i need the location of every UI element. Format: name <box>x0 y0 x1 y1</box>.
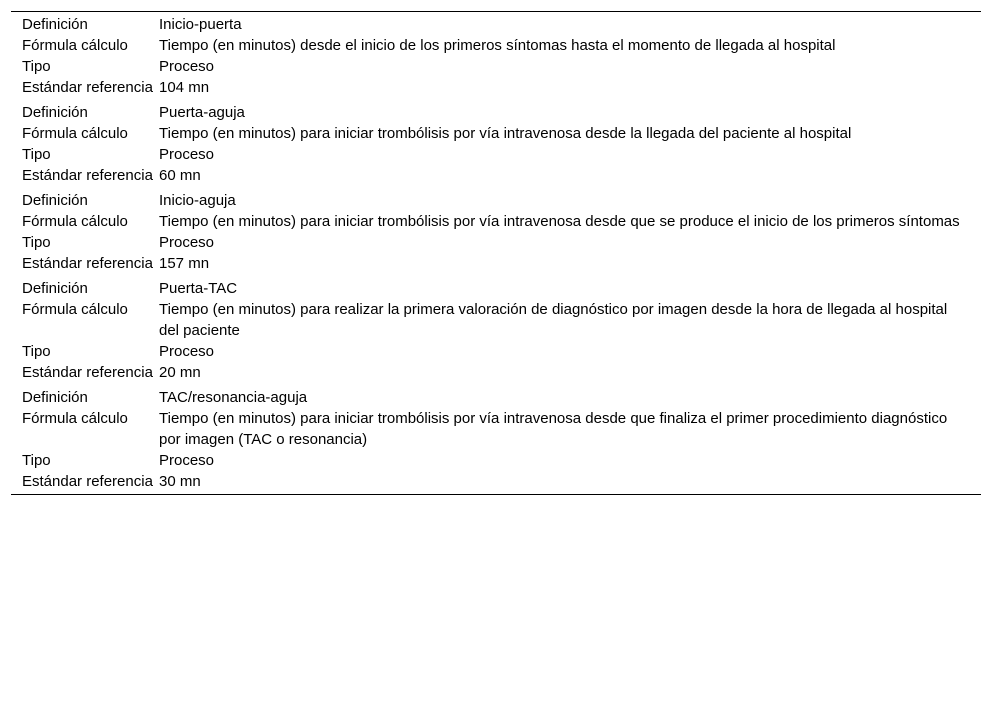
row-tipo <box>11 144 981 165</box>
row-formula <box>11 299 981 341</box>
value-estandar: 60 mn <box>159 167 201 184</box>
row-estandar <box>11 77 981 100</box>
value-formula: Tiempo (en minutos) desde el inicio de los primeros síntomas hasta el momento de llegada al hospital <box>159 37 836 54</box>
row-formula <box>11 211 981 232</box>
value-tipo: Proceso <box>159 146 215 163</box>
row-definicion <box>11 188 981 211</box>
row-definicion <box>11 385 981 408</box>
value-formula: Tiempo (en minutos) para realizar la primera valoración de diagnóstico por imagen desde la hora de llegada al hospital del paciente <box>159 301 948 339</box>
label-tipo: Tipo <box>22 58 51 75</box>
row-definicion <box>11 100 981 123</box>
value-formula: Tiempo (en minutos) para iniciar trombólisis por vía intravenosa desde que finaliza el primer procedimiento diagnóstico por imagen (TAC o resonancia) <box>159 410 948 448</box>
row-definicion <box>11 276 981 299</box>
label-formula: Fórmula cálculo <box>22 301 128 318</box>
label-estandar: Estándar referencia <box>22 364 153 381</box>
row-estandar <box>11 253 981 276</box>
row-estandar <box>11 362 981 385</box>
indicators-table <box>11 12 981 494</box>
value-tipo: Proceso <box>159 452 215 469</box>
label-formula: Fórmula cálculo <box>22 125 128 142</box>
value-tipo: Proceso <box>159 58 215 75</box>
label-estandar: Estándar referencia <box>22 255 153 272</box>
label-estandar: Estándar referencia <box>22 167 153 184</box>
value-tipo: Proceso <box>159 234 215 251</box>
label-formula: Fórmula cálculo <box>22 213 128 230</box>
label-tipo: Tipo <box>22 146 51 163</box>
value-estandar: 20 mn <box>159 364 201 381</box>
label-formula: Fórmula cálculo <box>22 410 128 427</box>
value-estandar: 104 mn <box>159 79 210 96</box>
label-definicion: Definición <box>22 280 88 297</box>
label-tipo: Tipo <box>22 452 51 469</box>
row-formula <box>11 408 981 450</box>
label-definicion: Definición <box>22 192 88 209</box>
indicators-table-body <box>11 12 981 494</box>
value-definicion: Puerta-TAC <box>159 280 238 297</box>
value-definicion: Puerta-aguja <box>159 104 245 121</box>
row-tipo <box>11 450 981 471</box>
label-estandar: Estándar referencia <box>22 79 153 96</box>
value-estandar: 157 mn <box>159 255 210 272</box>
row-tipo <box>11 56 981 77</box>
label-formula: Fórmula cálculo <box>22 37 128 54</box>
label-estandar: Estándar referencia <box>22 473 153 490</box>
value-definicion: Inicio-puerta <box>159 16 242 33</box>
row-estandar <box>11 471 981 494</box>
label-definicion: Definición <box>22 104 88 121</box>
row-formula <box>11 35 981 56</box>
value-definicion: TAC/resonancia-aguja <box>159 389 308 406</box>
row-definicion <box>11 12 981 35</box>
value-definicion: Inicio-aguja <box>159 192 236 209</box>
label-tipo: Tipo <box>22 234 51 251</box>
label-definicion: Definición <box>22 389 88 406</box>
value-tipo: Proceso <box>159 343 215 360</box>
value-formula: Tiempo (en minutos) para iniciar trombólisis por vía intravenosa desde la llegada del paciente al hospital <box>159 125 852 142</box>
row-tipo <box>11 341 981 362</box>
label-tipo: Tipo <box>22 343 51 360</box>
value-estandar: 30 mn <box>159 473 201 490</box>
row-tipo <box>11 232 981 253</box>
value-formula: Tiempo (en minutos) para iniciar trombólisis por vía intravenosa desde que se produce el inicio de los primeros síntomas <box>159 213 960 230</box>
row-formula <box>11 123 981 144</box>
label-definicion: Definición <box>22 16 88 33</box>
indicators-table-container <box>11 11 981 495</box>
row-estandar <box>11 165 981 188</box>
